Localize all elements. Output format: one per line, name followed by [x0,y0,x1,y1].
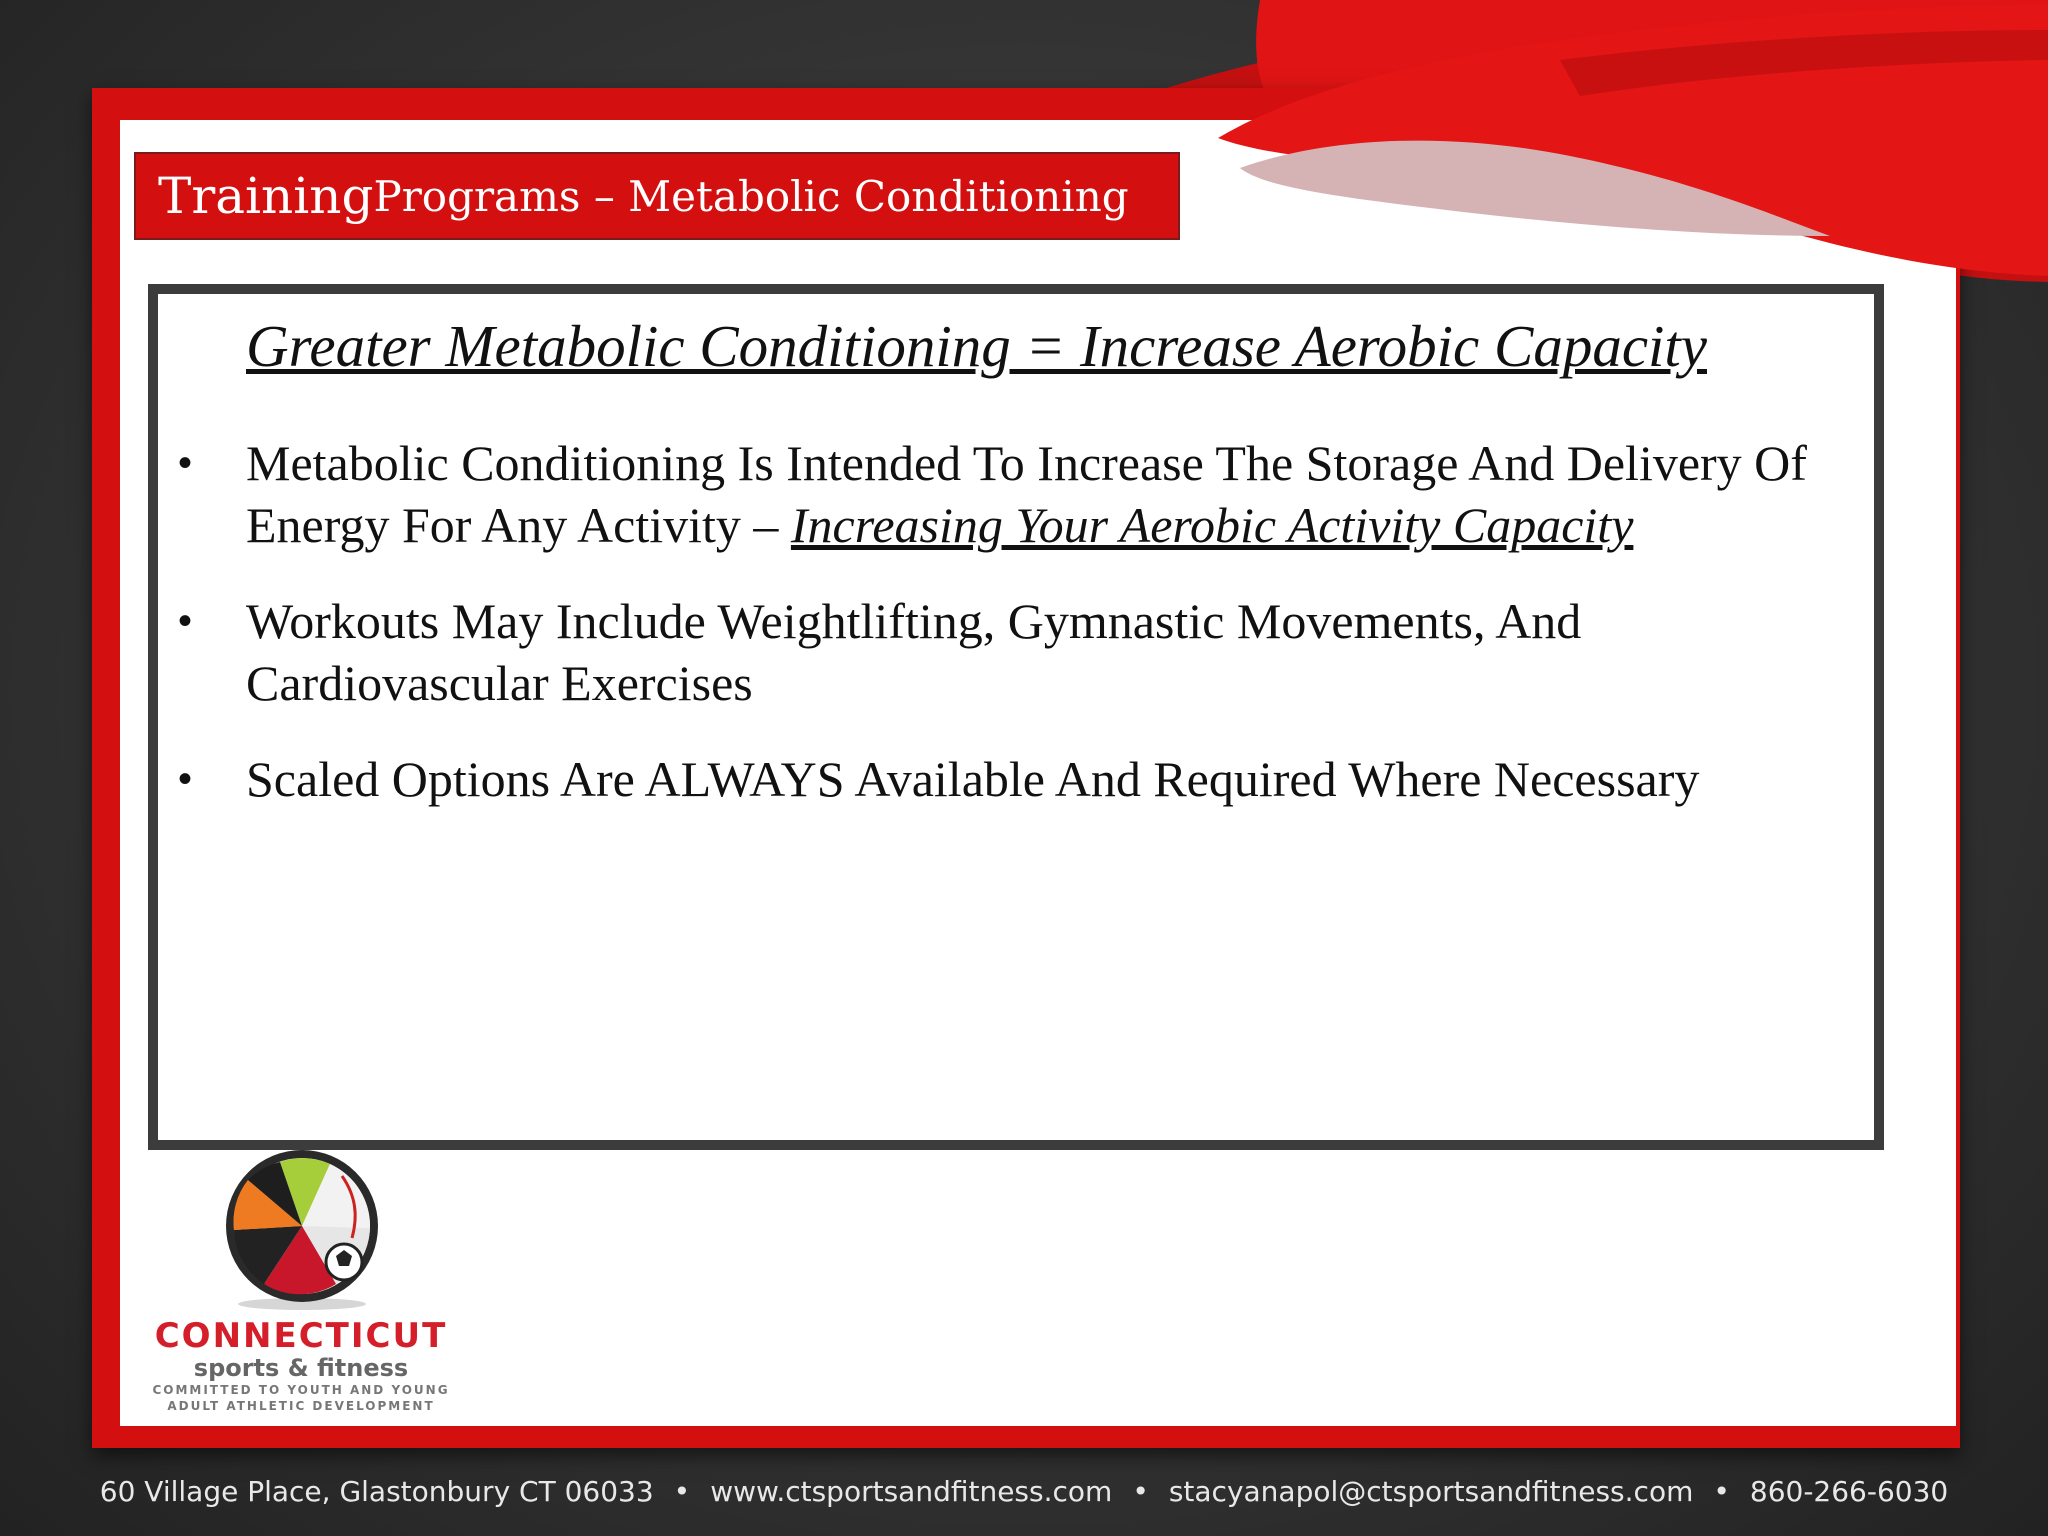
slide-title-sub: Programs – Metabolic Conditioning [373,171,1129,221]
footer-address: 60 Village Place, Glastonbury CT 06033 [99,1474,654,1508]
bullet-item [158,748,1874,810]
bullet-list [158,432,1874,810]
footer-website: www.ctsportsandfitness.com [710,1474,1113,1508]
slide-title-main: Training [158,167,374,225]
bullet-text: Metabolic Conditioning Is Intended To Increase The Storage And Delivery Of Energy For Any Activity – [246,435,1807,553]
bullet-item [158,590,1874,714]
footer-separator: • [1132,1474,1149,1508]
logo-tagline-line2: ADULT ATHLETIC DEVELOPMENT [167,1399,435,1413]
company-logo [130,1146,470,1416]
bullet-dot-icon: • [178,757,193,801]
footer-email: stacyanapol@ctsportsandfitness.com [1168,1474,1694,1508]
bullet-emphasis: Increasing Your Aerobic Activity Capacity [790,497,1634,553]
content-box [148,284,1884,1150]
bullet-text: Workouts May Include Weightlifting, Gymnastic Movements, And Cardiovascular Exercises [246,593,1582,711]
footer-phone: 860-266-6030 [1749,1474,1949,1508]
bullet-dot-icon: • [178,599,193,643]
logo-subtitle: sports & fitness [193,1354,409,1382]
logo-tagline [138,1382,464,1414]
bullet-item [158,432,1874,556]
footer-separator: • [1713,1474,1730,1508]
slide-title-bar [134,152,1180,240]
bullet-dot-icon: • [178,441,193,485]
content-heading: Greater Metabolic Conditioning = Increase Aerobic Capacity [246,313,1707,379]
bullet-text: Scaled Options Are ALWAYS Available And Required Where Necessary [246,751,1700,807]
footer-contact [0,1466,2048,1516]
footer-separator: • [673,1474,691,1508]
logo-tagline-line1: COMMITTED TO YOUTH AND YOUNG [152,1383,450,1397]
sports-ball-emblem-icon [130,1146,470,1316]
logo-wordmark: CONNECTICUT [154,1316,448,1356]
